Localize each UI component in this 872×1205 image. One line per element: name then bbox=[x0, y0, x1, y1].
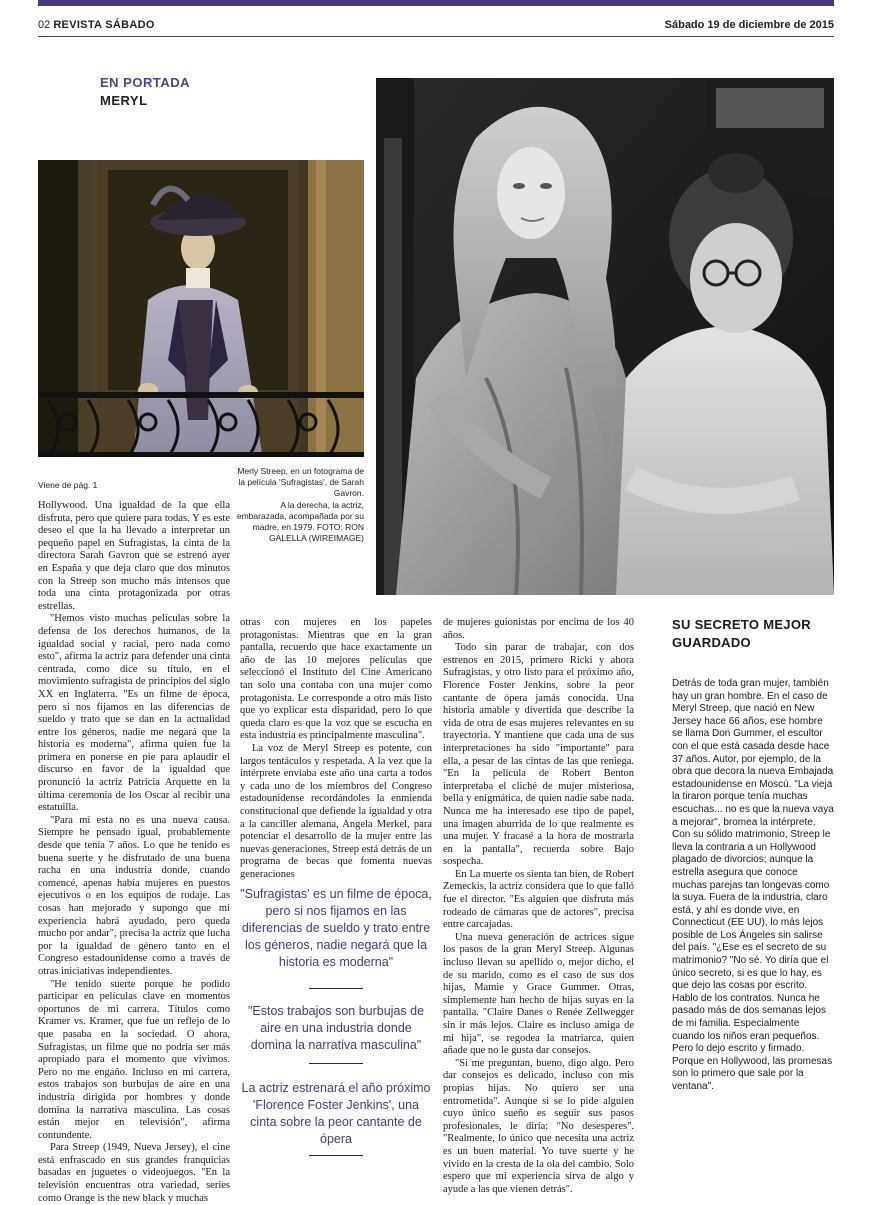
paragraph: En La muerte os sienta tan bien, de Robert Zemeckis, la actriz considera que lo que falló fue el director. "Es alguien que disfruta más rodeado de cámaras que de actores", precisa entre carcajadas. bbox=[443, 868, 634, 931]
paragraph: La voz de Meryl Streep es potente, con largos tentáculos y respetada. A la vez que la intérprete enviaba este año una carta a todos y cada uno de los miembros del Congreso estadounidense recordándoles la enmienda constitucional que defiende la igualdad y otra a la canciller alemana, Angela Merkel, para potenciar el desarrollo de la mujer entre las nuevas generaciones, Streep está detrás de un programa de becas que fomenta nuevas generaciones bbox=[240, 742, 432, 880]
page-header bbox=[38, 17, 834, 37]
top-accent-bar bbox=[38, 0, 834, 6]
pull-quote-divider bbox=[309, 988, 363, 989]
left-photo-caption: Merly Streep, en un fotograma de la película 'Sufragistas', de Sarah Gavron. bbox=[237, 466, 364, 498]
sidebar-body: Detrás de toda gran mujer, también hay un gran hombre. En el caso de Meryl Streep, que nació en New Jersey hace 66 años, ese hombre se llama Don Gummer, el escultor con el que está casada desde hace 37 años. Autor, por ejemplo, de la obra que decora la nueva Embajada estadounidense en Moscú. "La vieja la tiraron porque tenía muchas escuchas... no es que la nueva vaya a mejorar", bromea la intérprete. Con su sólido matrimonio, Streep le lleva la contraria a un Hollywood plagado de divorcios; aunque la estrella asegura que conoce muchas parejas tan longevas como la suya. Fuera de la industria, claro está, y ahí es donde vive, en Connecticut (EE UU), lo más lejos posible de Los Ángeles sin salirse del país. "¿Ese es el secreto de su matrimonio? "No sé. Yo diría que el único secreto, si es que lo hay, es que dejo las cosas por escrito. Hablo de los contratos. Nunca he pasado más de dos semanas lejos de mi familia. Especialmente cuando los niños eran pequeños. Pero lo dejo escrito y firmado. Porque en Hollywood, las promesas son lo primero que sale por la ventana". bbox=[672, 678, 834, 1092]
sidebar-title: SU SECRETO MEJOR GUARDADO bbox=[672, 617, 811, 650]
paragraph: otras con mujeres en los papeles protagonistas. Mientras que en la gran pantalla, recuerdo que hace exactamente un año de las 10 mejores películas que seleccionó el Instituto del Cine Americano tan solo una contaba con una mujer como protagonista. Le corresponde a otro más listo que yo explicar esta disparidad, pero lo que queda claro es que la voz que se escucha en esta industria es principalmente masculina". bbox=[240, 617, 432, 742]
article-column-2 bbox=[240, 617, 432, 881]
pull-quote-divider bbox=[309, 1063, 363, 1064]
film-still-photo bbox=[38, 160, 364, 457]
paragraph: "Para mí esta no es una nueva causa. Siempre he pensado igual, probablemente desde que tenía 7 años. Lo que he tenido es buena suerte y he disfrutado de una buena racha en una industria donde, cuando comencé, apenas había mujeres en puestos ejecutivos o en los equipos de rodaje. Las cosas han mejorado y supongo que mi experiencia habrá ayudado, pero queda mucho por andar", precisa la actriz que lucha por la igualdad de género tanto en el Congreso estadounidense como a través de otras iniciativas independientes. bbox=[38, 814, 230, 977]
actress-with-mother-photo bbox=[376, 78, 834, 595]
header-rule bbox=[38, 36, 834, 37]
publication-name: REVISTA SÁBADO bbox=[53, 19, 155, 31]
right-photo-caption: A la derecha, la actriz, embarazada, acompañada por su madre, en 1979. FOTO: RON GALELLA (WIREIMAGE) bbox=[236, 500, 364, 543]
paragraph: de mujeres guionistas por encima de los 40 años. bbox=[443, 617, 634, 641]
paragraph: "Si me preguntan, bueno, digo algo. Pero dar consejos es delicado, incluso con mis propias hijas. No quiero ser una entrometida". Aunque si se lo pide alguien cuyo único sueño es seguir sus pasos profesionales, le diría: "No desesperes". "Realmente, lo único que necesita una actriz es un buen material. Yo tuve suerte y he vivido en la cresta de la ola del cambio. Solo espero que mi experiencia sirva de algo y ayude a las que vienen detrás". bbox=[443, 1057, 634, 1195]
pull-quote-2: "Estos trabajos son burbujas de aire en una industria donde domina la narrativa masculina" bbox=[247, 1004, 425, 1052]
header-page-info bbox=[38, 19, 155, 31]
article-column-1 bbox=[38, 500, 230, 1205]
paragraph: "Hemos visto muchas películas sobre la defensa de los derechos humanos, de la igualdad social y racial, pero nada como esto", afirma la actriz para defender una cinta centrada, como dice su título, en el movimiento sufragista de principios del siglo XX en Inglaterra. "Es un filme de época, pero si nos fijamos en las diferencias de sueldo y trato que se dan en la actualidad entre los géneros, nadie me negará que la historia es moderna", afirma quien fue la primera en ponerse en pie para aplaudir el discurso en favor de la igualdad que pronunció la actriz Patricia Arquette en la última ceremonia de los Oscar al recibir una estatuilla. bbox=[38, 613, 230, 814]
kicker-subject: MERYL bbox=[100, 93, 148, 108]
paragraph: "He tenido suerte porque he podido participar en películas clave en momentos oportunos de mi carrera. Títulos como Kramer vs. Kramer, que fue un reflejo de lo que pasaba en la sociedad. O ahora, Sufragistas, un filme que no podría ser más apropiado para el momento que vivimos. Pero no me engaño. Incluso en mi carrera, estos trabajos son burbujas de aire en una industria dirigida por hombres y donde domina la narrativa masculina. Las cosas están mejor en televisión", afirma contundente. bbox=[38, 978, 230, 1141]
page-number: 02 bbox=[38, 19, 51, 31]
pull-quote-3: La actriz estrenará el año próximo 'Florence Foster Jenkins', una cinta sobre la peor cantante de ópera bbox=[241, 1081, 431, 1146]
article-column-3 bbox=[443, 617, 634, 1196]
header-date: Sábado 19 de diciembre de 2015 bbox=[664, 19, 834, 31]
paragraph: Para Streep (1949, Nueva Jersey), el cine está enfrascado en sus grandes franquicias basadas en juguetes o videojuegos. "En la televisión encuentras otra variedad, series como Orange is the new black y muchas bbox=[38, 1142, 230, 1204]
kicker-section: EN PORTADA bbox=[100, 75, 190, 90]
paragraph: Una nueva generación de actrices sigue los pasos de la gran Meryl Streep. Algunas incluso llevan su apellido o, mejor dicho, el de su marido, como es el caso de sus dos hijas, Mamie y Grace Gummer. Otras, simplemente han hecho de hijas suyas en la pantalla. "Claire Danes o Renée Zellwegger sin ir más lejos. Claire es incluso amiga de mi hija", se regodea la matriarca, quien añade que no le gusta dar consejos. bbox=[443, 931, 634, 1057]
pull-quote-divider bbox=[309, 1155, 363, 1156]
pull-quote-1: "Sufragistas' es un filme de época, pero si nos fijamos en las diferencias de sueldo y trato entre los géneros, nadie negará que la historia es moderna" bbox=[240, 887, 432, 969]
paragraph: Todo sin parar de trabajar, con dos estrenos en 2015, primero Ricki y ahora Sufragistas, y otro listo para el próximo año, Florence Foster Jenkins, sobre la peor cantante de ópera jamás conocida. Una historia amable y divertida que describe la vida de otra de esas mujeres relevantes en su trayectoria. Y mantiene que cada una de sus interpretaciones ha sido "importante" para ella, a pesar de las cintas de las que reniega. "En la película de Robert Benton interpretaba el cliché de mujer misteriosa, bella y enigmática, de quien nadie sabe nada. Nunca me ha interesado ese tipo de papel, una imagen aburrida de lo que realmente es una mujer. Y fracasé a la hora de mostrarla en la pantalla", recuerda sobre Bajo sospecha. bbox=[443, 642, 634, 868]
section-kicker bbox=[100, 74, 230, 110]
paragraph: Hollywood. Una igualdad de la que ella disfruta, pero que quiere para todas. Y es este deseo el que la ha llevado a interpretar un pequeño papel en Sufragistas, la cinta de la directora Sarah Gavron que se estrenó ayer en España y que deja claro que dos minutos con la Streep son mucho más intensos que toda una cinta protagonizada por otras estrellas. bbox=[38, 500, 230, 612]
continued-from-label: Viene de pág. 1 bbox=[38, 480, 98, 490]
